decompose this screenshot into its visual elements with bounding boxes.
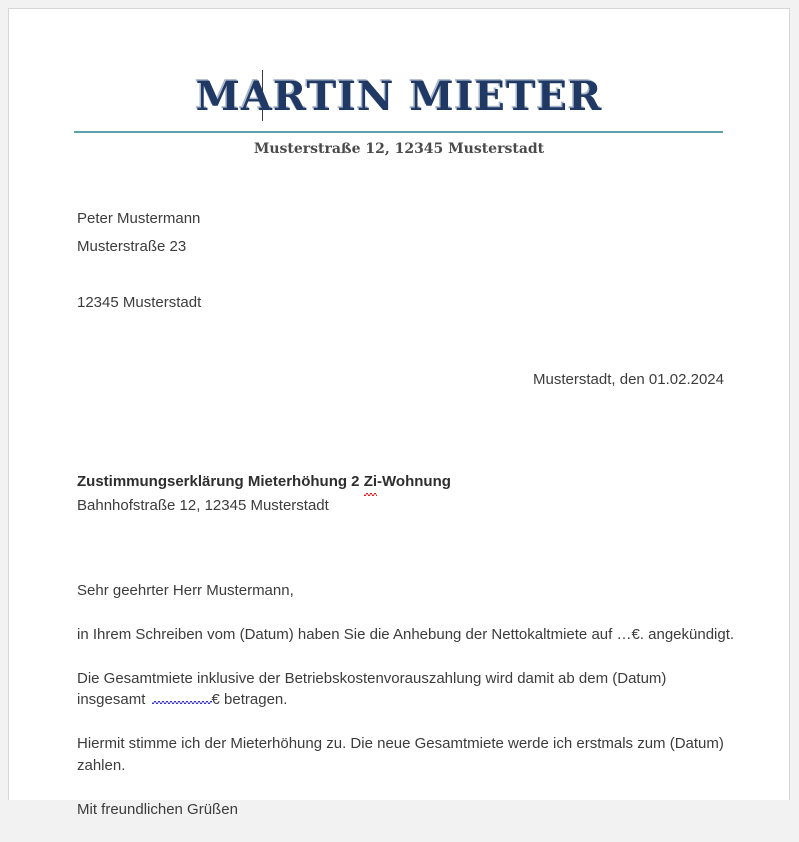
paragraph-consent: Hiermit stimme ich der Mieterhöhung zu. Die neue Gesamtmiete werde ich erstmals zum (Datum) zahlen. [77,735,724,774]
closing-greeting: Mit freundlichen Grüßen [77,800,238,818]
recipient-address-block [77,208,737,320]
paragraph-total-rent-after: € betragen. [211,691,288,709]
subject-title [77,471,737,493]
subject-property-address: Bahnhofstraße 12, 12345 Musterstadt [77,496,329,514]
company-name-heading: MARTIN MIETER [195,73,603,120]
subject-block [77,471,737,517]
recipient-street: Musterstraße 23 [77,238,187,255]
sender-address-line: Musterstraße 12, 12345 Musterstadt [253,141,545,157]
salutation: Sehr geehrter Herr Mustermann, [77,582,294,599]
date-line: Musterstadt, den 01.02.2024 [533,371,724,388]
recipient-city: 12345 Musterstadt [77,294,202,311]
spellcheck-misspelled-word: Zi [364,471,377,493]
recipient-name: Peter Mustermann [77,210,201,227]
document-page [8,8,790,818]
subject-title-text-before: Zustimmungserklärung Mieterhöhung 2 [77,473,364,490]
paragraph-total-rent [77,668,737,712]
subject-title-text-after: -Wohnung [377,473,451,490]
paragraph-total-rent-before: Die Gesamtmiete inklusive der Betriebskostenvorauszahlung wird damit ab dem (Datum) insgesamt [77,669,667,709]
letter-paragraphs [77,580,737,842]
header-divider-rule [74,131,723,133]
recipient-spacer [77,264,737,292]
paragraph-rent-increase-notice: in Ihrem Schreiben vom (Datum) haben Sie die Anhebung der Nettokaltmiete auf …€. angekündigt. [77,625,735,643]
